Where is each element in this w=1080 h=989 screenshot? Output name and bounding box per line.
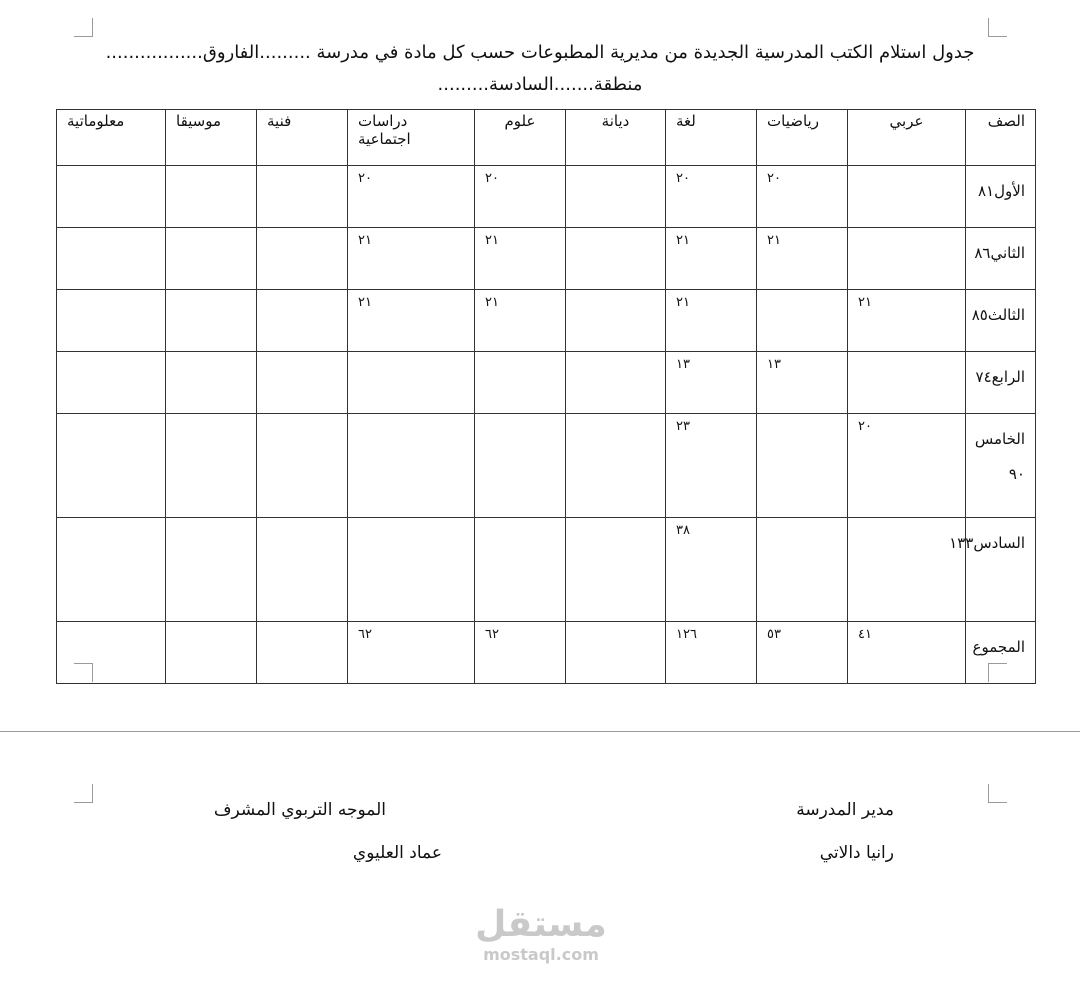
count-cell: ٤١ [848, 622, 966, 684]
count-cell [57, 290, 166, 352]
supervisor-name: عماد العليوي [352, 843, 442, 863]
count-cell [848, 518, 966, 622]
column-header: معلوماتية [57, 110, 166, 166]
margin-corner-top-right-page2 [988, 784, 1007, 803]
count-cell [166, 414, 257, 518]
count-cell [757, 414, 848, 518]
count-cell [166, 290, 257, 352]
count-cell [566, 518, 666, 622]
count-cell [848, 166, 966, 228]
count-cell [566, 622, 666, 684]
table-row [57, 352, 1036, 414]
count-cell [257, 290, 348, 352]
count-cell: ٢٠ [348, 166, 475, 228]
margin-corner-top-left-page2 [74, 784, 93, 803]
count-cell [57, 352, 166, 414]
count-cell [348, 414, 475, 518]
column-header: دراسات اجتماعية [348, 110, 475, 166]
table-row [57, 414, 1036, 518]
count-cell [166, 622, 257, 684]
count-cell [566, 228, 666, 290]
margin-corner-top-left [74, 18, 93, 37]
count-cell [848, 228, 966, 290]
count-cell [566, 290, 666, 352]
column-header: لغة [666, 110, 757, 166]
count-cell: ٢٠ [757, 166, 848, 228]
watermark [474, 905, 608, 963]
count-cell: ٦٢ [348, 622, 475, 684]
count-cell [566, 166, 666, 228]
title-line-1: جدول استلام الكتب المدرسية الجديدة من مديرية المطبوعات حسب كل مادة في مدرسة .........الفاروق................. [105, 42, 975, 63]
count-cell [757, 518, 848, 622]
column-header: ديانة [566, 110, 666, 166]
count-cell [166, 228, 257, 290]
count-cell [475, 352, 566, 414]
grade-cell: الثالث٨٥ [966, 290, 1036, 352]
table-header-row [57, 110, 1036, 166]
margin-corner-top-right [988, 18, 1007, 37]
count-cell: ٢١ [475, 290, 566, 352]
count-cell [257, 414, 348, 518]
table-row [57, 518, 1036, 622]
column-header: رياضيات [757, 110, 848, 166]
grade-cell: الثاني٨٦ [966, 228, 1036, 290]
count-cell [57, 622, 166, 684]
count-cell: ٣٨ [666, 518, 757, 622]
count-cell: ١٣ [757, 352, 848, 414]
column-header: الصف [966, 110, 1036, 166]
count-cell [566, 352, 666, 414]
count-cell [57, 414, 166, 518]
grade-cell: الخامس ٩٠ [966, 414, 1036, 518]
watermark-url: mostaql.com [483, 945, 599, 964]
count-cell [475, 414, 566, 518]
count-cell [166, 352, 257, 414]
count-cell [166, 166, 257, 228]
table-row [57, 622, 1036, 684]
count-cell: ١٣ [666, 352, 757, 414]
table-row [57, 228, 1036, 290]
count-cell [348, 352, 475, 414]
count-cell [257, 622, 348, 684]
count-cell: ٢١ [666, 290, 757, 352]
count-cell: ٢٠ [666, 166, 757, 228]
count-cell: ٥٣ [757, 622, 848, 684]
table-row [57, 166, 1036, 228]
count-cell: ٢١ [757, 228, 848, 290]
title-line-2: منطقة.......السادسة......... [437, 74, 643, 95]
count-cell [848, 352, 966, 414]
count-cell: ٢٣ [666, 414, 757, 518]
count-cell: ٢٠ [848, 414, 966, 518]
watermark-logo: مستقل [475, 904, 607, 945]
grade-cell: المجموع [966, 622, 1036, 684]
count-cell: ٢١ [348, 290, 475, 352]
grade-cell: السادس١٣٣ [966, 518, 1036, 622]
director-name: رانيا دالاتي [819, 843, 894, 863]
count-cell: ٢١ [666, 228, 757, 290]
column-header: موسيقا [166, 110, 257, 166]
count-cell [57, 228, 166, 290]
count-cell [257, 166, 348, 228]
count-cell [257, 228, 348, 290]
document-title [100, 37, 980, 101]
grade-cell: الرابع٧٤ [966, 352, 1036, 414]
count-cell: ٢١ [475, 228, 566, 290]
supervisor-title: الموجه التربوي المشرف [213, 800, 386, 820]
table-row [57, 290, 1036, 352]
count-cell: ٢١ [348, 228, 475, 290]
count-cell: ٦٢ [475, 622, 566, 684]
count-cell [57, 166, 166, 228]
column-header: علوم [475, 110, 566, 166]
page-break [0, 731, 1080, 732]
column-header: عربي [848, 110, 966, 166]
count-cell: ٢١ [848, 290, 966, 352]
count-cell [475, 518, 566, 622]
count-cell [257, 352, 348, 414]
column-header: فنية [257, 110, 348, 166]
grade-cell: الأول٨١ [966, 166, 1036, 228]
books-table [56, 109, 1036, 684]
count-cell [348, 518, 475, 622]
count-cell: ١٢٦ [666, 622, 757, 684]
director-title: مدير المدرسة [796, 800, 894, 820]
count-cell [166, 518, 257, 622]
count-cell [566, 414, 666, 518]
count-cell: ٢٠ [475, 166, 566, 228]
count-cell [257, 518, 348, 622]
count-cell [757, 290, 848, 352]
count-cell [57, 518, 166, 622]
